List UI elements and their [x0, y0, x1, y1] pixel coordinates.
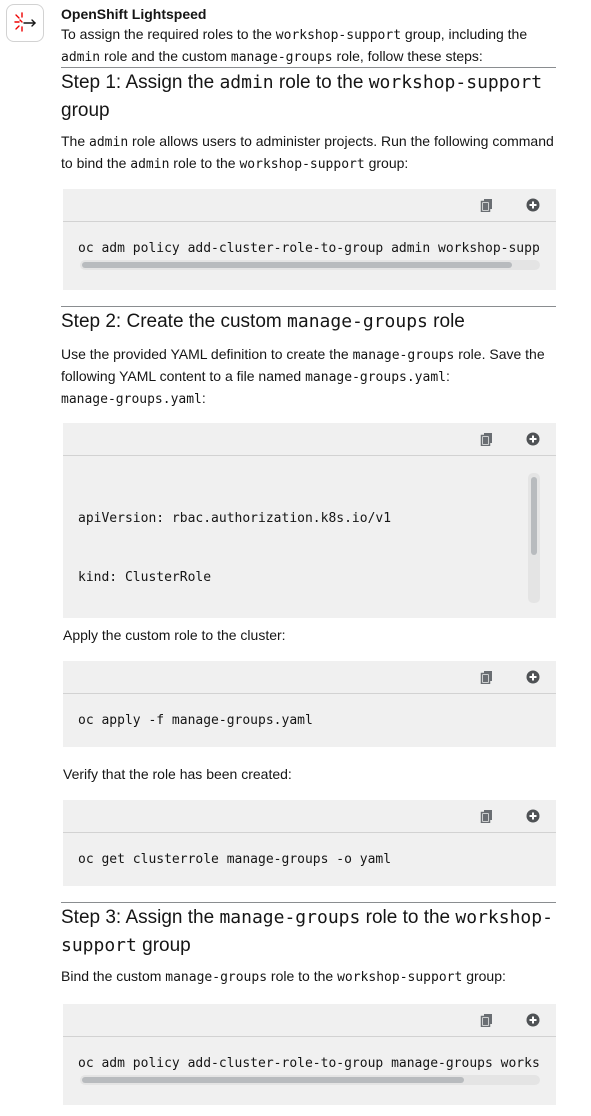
- code-text: oc apply -f manage-groups.yaml: [78, 713, 313, 728]
- plus-circle-icon[interactable]: [526, 432, 540, 446]
- code-block-step3: [63, 1004, 556, 1105]
- apply-instruction: Apply the custom role to the cluster:: [63, 627, 286, 643]
- code-block-verify: [63, 800, 556, 886]
- plus-circle-icon[interactable]: [526, 1013, 540, 1027]
- code-block-toolbar: [63, 1004, 556, 1037]
- plus-circle-icon[interactable]: [526, 198, 540, 212]
- divider: [61, 902, 556, 903]
- divider: [61, 306, 556, 307]
- scrollbar-thumb[interactable]: [82, 262, 512, 268]
- code-block-step1: [63, 189, 556, 290]
- plus-circle-icon[interactable]: [526, 670, 540, 684]
- vertical-scrollbar[interactable]: [528, 473, 540, 603]
- code-block-toolbar: [63, 423, 556, 456]
- step2-heading: Step 2: Create the custom manage-groups role: [61, 311, 465, 332]
- code-text: oc get clusterrole manage-groups -o yaml: [78, 852, 392, 867]
- code-block-toolbar: [63, 661, 556, 694]
- yaml-code: [78, 469, 518, 604]
- bot-name: OpenShift Lightspeed: [61, 6, 207, 22]
- code-line: kind: ClusterRole: [78, 569, 212, 585]
- code-block-toolbar: [63, 800, 556, 833]
- scrollbar-thumb[interactable]: [531, 477, 537, 555]
- horizontal-scrollbar[interactable]: [80, 1075, 540, 1085]
- copy-icon[interactable]: [480, 809, 494, 823]
- step1-description: The admin role allows users to administer projects. Run the following command to bind the admin role to the workshop-support group:: [61, 133, 554, 172]
- code-text: oc adm policy add-cluster-role-to-group manage-groups works: [78, 1056, 540, 1071]
- horizontal-scrollbar[interactable]: [80, 260, 540, 270]
- code-line: apiVersion: rbac.authorization.k8s.io/v1: [78, 510, 392, 526]
- plus-circle-icon[interactable]: [526, 809, 540, 823]
- step3-heading: Step 3: Assign the manage-groups role to the workshop- support group: [61, 907, 553, 956]
- divider: [61, 67, 556, 68]
- code-block-toolbar: [63, 189, 556, 222]
- copy-icon[interactable]: [480, 432, 494, 446]
- code-block-yaml: [63, 423, 556, 618]
- lightspeed-logo-icon: [11, 9, 39, 37]
- verify-instruction: Verify that the role has been created:: [63, 766, 292, 782]
- intro-text: To assign the required roles to the workshop-support group, including the admin role and the custom manage-groups role, follow these steps:: [61, 26, 528, 65]
- step1-heading: Step 1: Assign the admin role to the workshop-support group: [61, 72, 543, 121]
- step3-description: Bind the custom manage-groups role to the workshop-support group:: [61, 968, 506, 985]
- copy-icon[interactable]: [480, 198, 494, 212]
- copy-icon[interactable]: [480, 1013, 494, 1027]
- copy-icon[interactable]: [480, 670, 494, 684]
- scrollbar-thumb[interactable]: [82, 1077, 464, 1083]
- code-block-apply: [63, 661, 556, 747]
- lightspeed-avatar: [6, 4, 44, 42]
- code-text: oc adm policy add-cluster-role-to-group admin workshop-supp: [78, 241, 540, 256]
- step2-description: Use the provided YAML definition to create the manage-groups role. Save the following YAML content to a file named manage-groups.yaml: manage-groups.yaml:: [61, 346, 545, 407]
